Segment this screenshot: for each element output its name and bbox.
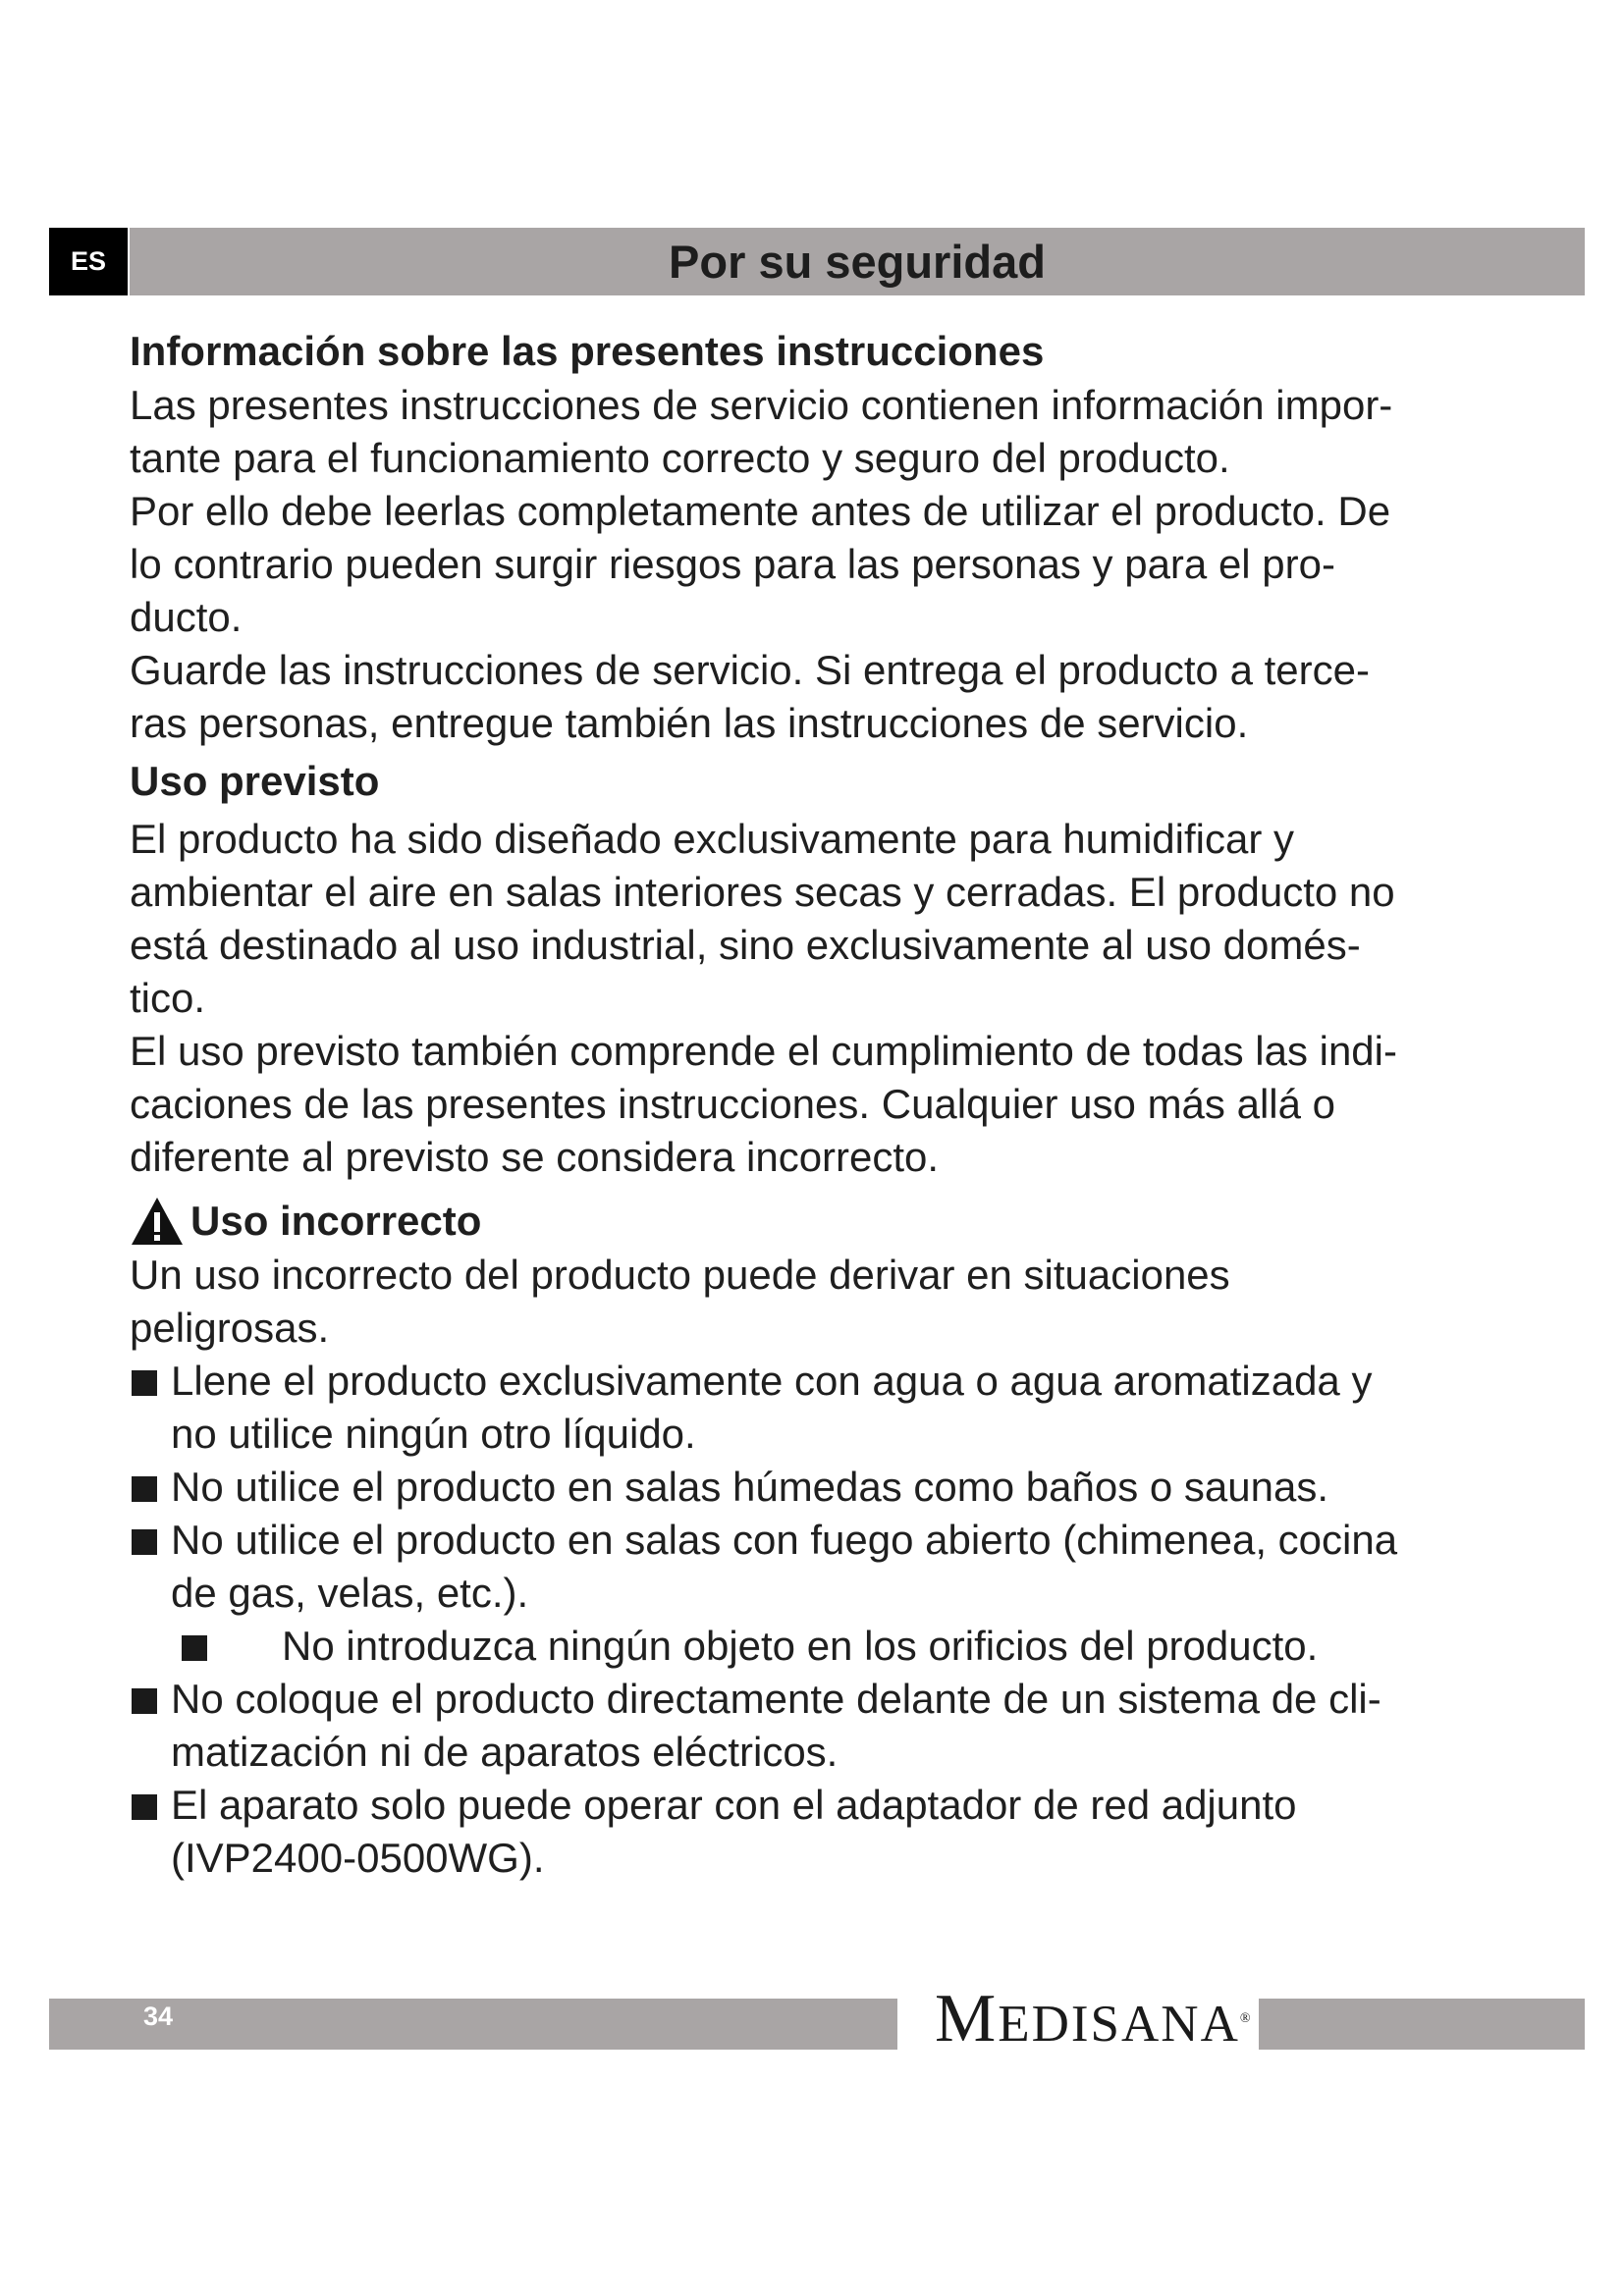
section-header — [49, 228, 1585, 295]
language-badge: ES — [49, 228, 128, 295]
bullet-square-icon — [132, 1688, 157, 1714]
page-title: Por su seguridad — [669, 236, 1046, 288]
footer-bar-left — [49, 1999, 897, 2050]
list-item — [130, 1673, 1543, 1779]
list-item — [130, 1514, 1543, 1620]
text-line: Por ello debe leerlas completamente antes de utilizar el producto. De — [130, 488, 1391, 534]
page-number: 34 — [143, 2002, 174, 2031]
list-item — [130, 1355, 1543, 1461]
footer-bar-right — [1259, 1999, 1585, 2050]
list-item-line: No coloque el producto directamente delante de un sistema de cli- — [171, 1676, 1381, 1722]
text-line: El producto ha sido diseñado exclusivamente para humidificar y — [130, 816, 1294, 862]
main-content — [130, 324, 1543, 1885]
text-line: Guarde las instrucciones de servicio. Si entrega el producto a terce- — [130, 647, 1370, 693]
list-item-line: Llene el producto exclusivamente con agua o agua aromatizada y — [171, 1358, 1373, 1404]
list-item-line: (IVP2400-0500WG). — [171, 1835, 545, 1881]
text-line: caciones de las presentes instrucciones. Cualquier uso más allá o — [130, 1081, 1335, 1127]
text-line: ambientar el aire en salas interiores secas y cerradas. El producto no — [130, 869, 1395, 915]
list-item-line: El aparato solo puede operar con el adaptador de red adjunto — [171, 1782, 1297, 1828]
header-title-box — [130, 228, 1585, 295]
list-item — [130, 1779, 1543, 1885]
misuse-heading-row — [130, 1194, 1543, 1249]
bullet-square-icon — [182, 1635, 207, 1661]
list-item-line: de gas, velas, etc.). — [171, 1570, 529, 1616]
section-heading-use: Uso previsto — [130, 758, 380, 804]
text-line: peligrosas. — [130, 1305, 330, 1351]
text-line: ducto. — [130, 594, 243, 640]
list-item — [130, 1461, 1543, 1514]
list-item-line: No utilice el producto en salas con fuego abierto (chimenea, cocina — [171, 1517, 1398, 1563]
text-line: lo contrario pueden surgir riesgos para las personas y para el pro- — [130, 541, 1335, 587]
text-line: tico. — [130, 975, 206, 1021]
section-heading-info: Información sobre las presentes instrucciones — [130, 328, 1045, 374]
list-item-line: No introduzca ningún objeto en los orificios del producto. — [282, 1623, 1319, 1669]
text-line: tante para el funcionamiento correcto y seguro del producto. — [130, 435, 1230, 481]
list-item — [130, 1620, 1543, 1673]
list-item-line: matización ni de aparatos eléctricos. — [171, 1729, 839, 1775]
text-line: El uso previsto también comprende el cumplimiento de todas las indi- — [130, 1028, 1397, 1074]
bullet-square-icon — [132, 1794, 157, 1820]
bullet-square-icon — [132, 1529, 157, 1555]
section-heading-misuse: Uso incorrecto — [190, 1198, 482, 1244]
text-line: está destinado al uso industrial, sino exclusivamente al uso domés- — [130, 922, 1361, 968]
logo-rest: EDISANA — [998, 1996, 1240, 2053]
list-item-line: No utilice el producto en salas húmedas como baños o saunas. — [171, 1464, 1329, 1510]
text-line: Las presentes instrucciones de servicio contienen información impor- — [130, 382, 1393, 428]
brand-logo — [935, 1981, 1253, 2058]
bullet-square-icon — [132, 1476, 157, 1502]
text-line: diferente al previsto se considera incorrecto. — [130, 1134, 940, 1180]
warning-triangle-icon — [130, 1196, 185, 1247]
text-line: Un uso incorrecto del producto puede derivar en situaciones — [130, 1252, 1230, 1298]
logo-registered-mark: ® — [1239, 2011, 1253, 2026]
misuse-list — [130, 1355, 1543, 1885]
bullet-square-icon — [132, 1370, 157, 1396]
logo-initial: M — [935, 1981, 999, 2056]
text-line: ras personas, entregue también las instrucciones de servicio. — [130, 700, 1249, 746]
list-item-line: no utilice ningún otro líquido. — [171, 1411, 696, 1457]
